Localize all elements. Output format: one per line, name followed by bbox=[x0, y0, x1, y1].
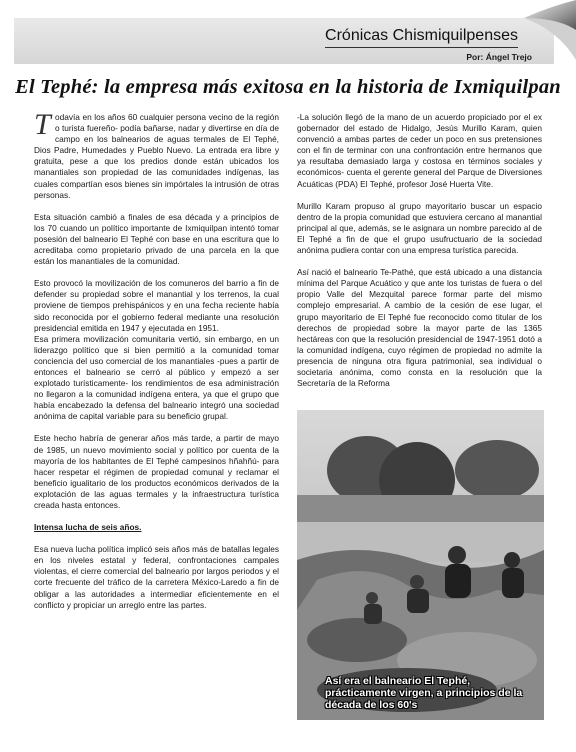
paragraph: Todavía en los años 60 cualquier persona vecino de la región o turista fuereño- podía bañarse, nadar y divertirse en día de campo en los balnearios de aguas termales de El Tephé, Dios Padre, Humedades y Pueblo Nuevo. La entrada era libre y gratuita, pese a que los predios donde están ubicados los manantiales son propiedad de las comunidades indígenas, las cuales compartían esos bienes sin impórtales la intrusión de otras personas. bbox=[34, 108, 279, 200]
drop-cap: T bbox=[34, 108, 51, 141]
paragraph: Así nació el balneario Te-Pathé, que está ubicado a una distancia mínima del Parque Acuático y que ante los turistas de fuera o del propio Valle del Mezquital parece formar parte del mismo complejo empresarial. A cambio de la cesión de ese lugar, el grupo mayoritario de El Tephé fue reconocido como titular de los derechos de propiedad sobre la mayor parte de las 1365 hectáreas con que la resolución presidencial de 1947-1951 dotó a la comunidad indígena, cuyo régimen de propiedad no admite la presencia de ninguna otra figura patrimonial, sea individual o societaria anónima, como consta en la resolución que la Secretaría de la Reforma bbox=[297, 267, 542, 389]
byline: Por: Ángel Trejo bbox=[466, 52, 532, 62]
paragraph: Este hecho habría de generar años más tarde, a partir de mayo de 1985, un nuevo movimiento social y político por cuenta de la mayoría de los habitantes de El Tephé campesinos hñahñú- para hacer respetar el régimen de propiedad comunal y reclamar el beneficio igualitario de los productos económicos derivados de la explotación de las aguas termales y la infraestructura turística creada hasta entonces. bbox=[34, 433, 279, 510]
page-curl-decoration bbox=[524, 0, 576, 60]
paragraph: Esa nueva lucha política implicó seis años más de batallas legales en los niveles estatal y federal, confrontaciones campales violentas, el cierre comercial del balneario por largos periodos y el corte frecuente del tráfico de la carretera México-Laredo a fin de obligar a las autoridades a intermediar eficientemente en el conflicto y propiciar un arreglo entre las partes. bbox=[34, 544, 279, 610]
right-column bbox=[297, 112, 542, 400]
paragraph: -La solución llegó de la mano de un acuerdo propiciado por el ex gobernador del estado de Hidalgo, Jesús Murillo Karam, quien convenció a ambas partes de ceder un poco en sus pretensiones con el fin de terminar con una confrontación entre hermanos que ya resultaba demasiado larga y costosa en términos sociales y económicos- cuenta el gerente general del Parque de Diversiones Acuáticas (PDA) El Tephé, profesor José Huerta Vite. bbox=[297, 112, 542, 189]
paragraph: Murillo Karam propuso al grupo mayoritario buscar un espacio dentro de la propia comunidad que estuviera cercano al manantial principal al que, además, se le asignara un nombre parecido al de El Tephé a fin de que el grupo usufructuario de la sociedad anónima pudiera contar con una empresa turística parecida. bbox=[297, 200, 542, 256]
paragraph: Esta situación cambió a finales de esa década y a principios de los 70 cuando un político importante de Ixmiquilpan intentó tomar posesión del balneario El Tephé con base en una escritura que lo acreditaba como propietario privado de una parcela en la que están los manantiales de la comunidad. bbox=[34, 211, 279, 267]
left-column bbox=[34, 108, 279, 622]
historical-photo bbox=[297, 410, 544, 720]
subheading: Intensa lucha de seis años. bbox=[34, 522, 142, 533]
paragraph: Esa primera movilización comunitaria vertió, sin embargo, en un liderazgo político que si bien permitió a la comunidad tomar conciencia del uso comercial de los manantiales -pues a partir de entonces el balneario se cerró al público y empezó a ser explotado turísticamente- los rendimientos de esa administración no llegaron a la comunidad indígena entera, ya que el grupo que había encabezado la defensa del balneario integró una sociedad anónima de capital variable para su beneficio grupal. bbox=[34, 333, 279, 422]
photo-illustration bbox=[297, 410, 544, 720]
article-headline: El Tephé: la empresa más exitosa en la historia de Ixmiquilpan bbox=[15, 76, 561, 98]
section-title: Crónicas Chismiquilpenses bbox=[325, 27, 518, 44]
paragraph: Esto provocó la movilización de los comuneros del barrio a fin de defender su propiedad sobre el manantial y los terrenos, la cual proviene de tiempos prehispánicos y en una fecha reciente había sido reconocida por el gobierno federal mediante una resolución presidencial emitida en 1947 y ejecutada en 1951. bbox=[34, 278, 279, 333]
photo-caption: Así era el balneario El Tephé, prácticamente virgen, a principios de la década de los 60's bbox=[325, 675, 523, 711]
